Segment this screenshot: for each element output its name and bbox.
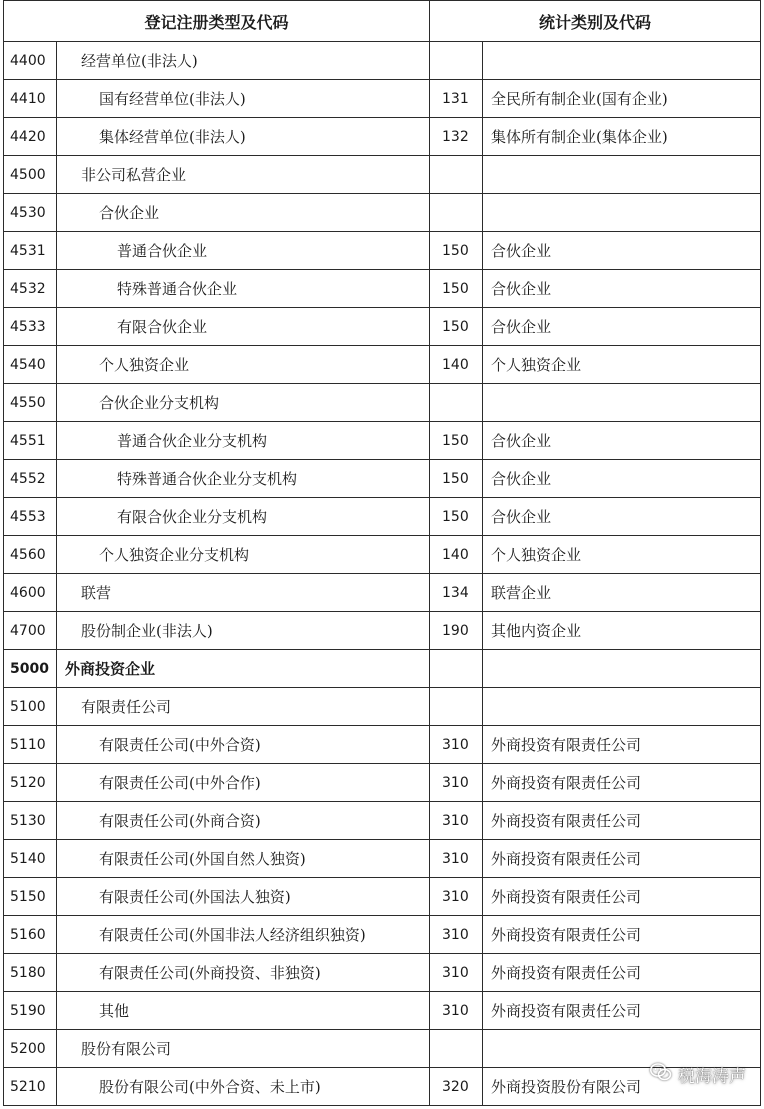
table-row — [4, 916, 761, 954]
registration-type-name: 集体经营单位(非法人) — [57, 118, 430, 156]
registration-code: 5160 — [4, 916, 57, 954]
table-row — [4, 536, 761, 574]
statistical-code: 150 — [430, 270, 483, 308]
statistical-category-name — [483, 688, 761, 726]
statistical-category-name — [483, 42, 761, 80]
registration-code: 4500 — [4, 156, 57, 194]
registration-code: 5120 — [4, 764, 57, 802]
table-row — [4, 688, 761, 726]
registration-code: 4550 — [4, 384, 57, 422]
table-row — [4, 802, 761, 840]
statistical-category-name: 合伙企业 — [483, 308, 761, 346]
header-statistical-category: 统计类别及代码 — [430, 1, 761, 42]
registration-type-name: 国有经营单位(非法人) — [57, 80, 430, 118]
table-row — [4, 726, 761, 764]
statistical-category-name: 外商投资有限责任公司 — [483, 954, 761, 992]
registration-type-name: 有限责任公司(中外合作) — [57, 764, 430, 802]
registration-code: 5180 — [4, 954, 57, 992]
registration-type-name: 合伙企业分支机构 — [57, 384, 430, 422]
statistical-category-name: 外商投资有限责任公司 — [483, 916, 761, 954]
registration-type-name: 经营单位(非法人) — [57, 42, 430, 80]
registration-type-name: 股份有限公司 — [57, 1030, 430, 1068]
statistical-code: 320 — [430, 1068, 483, 1106]
statistical-category-name: 外商投资有限责任公司 — [483, 726, 761, 764]
table-row — [4, 650, 761, 688]
statistical-code: 310 — [430, 764, 483, 802]
statistical-code: 132 — [430, 118, 483, 156]
registration-type-name: 有限责任公司 — [57, 688, 430, 726]
registration-type-name: 股份有限公司(中外合资、未上市) — [57, 1068, 430, 1106]
registration-type-name: 特殊普通合伙企业分支机构 — [57, 460, 430, 498]
registration-type-name: 有限责任公司(外国自然人独资) — [57, 840, 430, 878]
registration-code: 4531 — [4, 232, 57, 270]
statistical-category-name: 个人独资企业 — [483, 346, 761, 384]
registration-code: 4552 — [4, 460, 57, 498]
registration-type-name: 股份制企业(非法人) — [57, 612, 430, 650]
table-row — [4, 764, 761, 802]
table-row — [4, 954, 761, 992]
registration-code: 5200 — [4, 1030, 57, 1068]
statistical-code: 140 — [430, 346, 483, 384]
registration-type-name: 有限合伙企业 — [57, 308, 430, 346]
registration-code: 4700 — [4, 612, 57, 650]
registration-code: 4532 — [4, 270, 57, 308]
table-row — [4, 460, 761, 498]
table-row — [4, 42, 761, 80]
table-row — [4, 498, 761, 536]
header-registration-type: 登记注册类型及代码 — [4, 1, 430, 42]
table-row — [4, 384, 761, 422]
statistical-code: 310 — [430, 878, 483, 916]
statistical-code — [430, 42, 483, 80]
table-row — [4, 878, 761, 916]
statistical-category-name: 外商投资有限责任公司 — [483, 840, 761, 878]
table-row — [4, 80, 761, 118]
statistical-category-name: 合伙企业 — [483, 232, 761, 270]
statistical-code: 310 — [430, 992, 483, 1030]
statistical-category-name: 合伙企业 — [483, 498, 761, 536]
table-row — [4, 232, 761, 270]
statistical-code: 310 — [430, 802, 483, 840]
registration-code: 4560 — [4, 536, 57, 574]
table-row — [4, 840, 761, 878]
table-row — [4, 1030, 761, 1068]
statistical-code: 150 — [430, 422, 483, 460]
registration-type-name: 合伙企业 — [57, 194, 430, 232]
statistical-category-name: 外商投资有限责任公司 — [483, 764, 761, 802]
registration-type-name: 普通合伙企业分支机构 — [57, 422, 430, 460]
registration-code: 4410 — [4, 80, 57, 118]
statistical-category-name: 联营企业 — [483, 574, 761, 612]
statistical-code — [430, 156, 483, 194]
registration-type-name: 其他 — [57, 992, 430, 1030]
registration-type-name: 个人独资企业 — [57, 346, 430, 384]
registration-type-name: 普通合伙企业 — [57, 232, 430, 270]
table-row — [4, 1068, 761, 1106]
statistical-category-name: 外商投资有限责任公司 — [483, 802, 761, 840]
table-row — [4, 422, 761, 460]
watermark-text: 税海涛声 — [678, 1067, 746, 1087]
statistical-code: 150 — [430, 232, 483, 270]
statistical-code: 150 — [430, 460, 483, 498]
statistical-code: 310 — [430, 840, 483, 878]
registration-code: 4553 — [4, 498, 57, 536]
statistical-category-name — [483, 650, 761, 688]
statistical-category-name: 外商投资有限责任公司 — [483, 992, 761, 1030]
registration-code: 5210 — [4, 1068, 57, 1106]
statistical-code — [430, 384, 483, 422]
registration-code: 5000 — [4, 650, 57, 688]
statistical-code: 190 — [430, 612, 483, 650]
registration-code: 4420 — [4, 118, 57, 156]
classification-table — [3, 0, 761, 1106]
statistical-code: 150 — [430, 308, 483, 346]
statistical-category-name — [483, 194, 761, 232]
statistical-category-name: 个人独资企业 — [483, 536, 761, 574]
registration-code: 5100 — [4, 688, 57, 726]
statistical-code — [430, 194, 483, 232]
registration-code: 4400 — [4, 42, 57, 80]
statistical-code: 140 — [430, 536, 483, 574]
registration-type-name: 外商投资企业 — [57, 650, 430, 688]
registration-code: 4530 — [4, 194, 57, 232]
registration-code: 4600 — [4, 574, 57, 612]
registration-code: 5140 — [4, 840, 57, 878]
registration-type-name: 有限责任公司(外国非法人经济组织独资) — [57, 916, 430, 954]
statistical-code — [430, 650, 483, 688]
registration-code: 4533 — [4, 308, 57, 346]
registration-code: 5130 — [4, 802, 57, 840]
registration-code: 4540 — [4, 346, 57, 384]
statistical-code: 310 — [430, 726, 483, 764]
registration-type-name: 有限责任公司(外商投资、非独资) — [57, 954, 430, 992]
table-row — [4, 156, 761, 194]
table-row — [4, 270, 761, 308]
statistical-category-name: 集体所有制企业(集体企业) — [483, 118, 761, 156]
statistical-code: 150 — [430, 498, 483, 536]
statistical-category-name — [483, 156, 761, 194]
statistical-category-name: 其他内资企业 — [483, 612, 761, 650]
table-row — [4, 118, 761, 156]
statistical-code: 310 — [430, 916, 483, 954]
registration-type-name: 有限责任公司(外国法人独资) — [57, 878, 430, 916]
registration-type-name: 非公司私营企业 — [57, 156, 430, 194]
registration-type-name: 个人独资企业分支机构 — [57, 536, 430, 574]
table-row — [4, 346, 761, 384]
statistical-code: 134 — [430, 574, 483, 612]
table-row — [4, 574, 761, 612]
table-row — [4, 612, 761, 650]
statistical-category-name — [483, 384, 761, 422]
statistical-code — [430, 688, 483, 726]
table-header-row — [4, 1, 761, 42]
registration-type-name: 有限责任公司(外商合资) — [57, 802, 430, 840]
statistical-category-name: 外商投资有限责任公司 — [483, 878, 761, 916]
statistical-category-name: 合伙企业 — [483, 460, 761, 498]
statistical-code: 310 — [430, 954, 483, 992]
statistical-category-name: 合伙企业 — [483, 270, 761, 308]
statistical-code — [430, 1030, 483, 1068]
statistical-code: 131 — [430, 80, 483, 118]
registration-type-name: 特殊普通合伙企业 — [57, 270, 430, 308]
registration-code: 5190 — [4, 992, 57, 1030]
watermark — [650, 1062, 746, 1087]
table-row — [4, 194, 761, 232]
table-row — [4, 308, 761, 346]
registration-type-name: 有限合伙企业分支机构 — [57, 498, 430, 536]
wechat-icon — [650, 1063, 672, 1086]
registration-type-name: 有限责任公司(中外合资) — [57, 726, 430, 764]
statistical-category-name: 外商投资股份有限公司 — [483, 1068, 761, 1106]
registration-code: 5150 — [4, 878, 57, 916]
statistical-category-name: 合伙企业 — [483, 422, 761, 460]
table-row — [4, 992, 761, 1030]
registration-type-name: 联营 — [57, 574, 430, 612]
registration-code: 4551 — [4, 422, 57, 460]
registration-code: 5110 — [4, 726, 57, 764]
statistical-category-name: 全民所有制企业(国有企业) — [483, 80, 761, 118]
